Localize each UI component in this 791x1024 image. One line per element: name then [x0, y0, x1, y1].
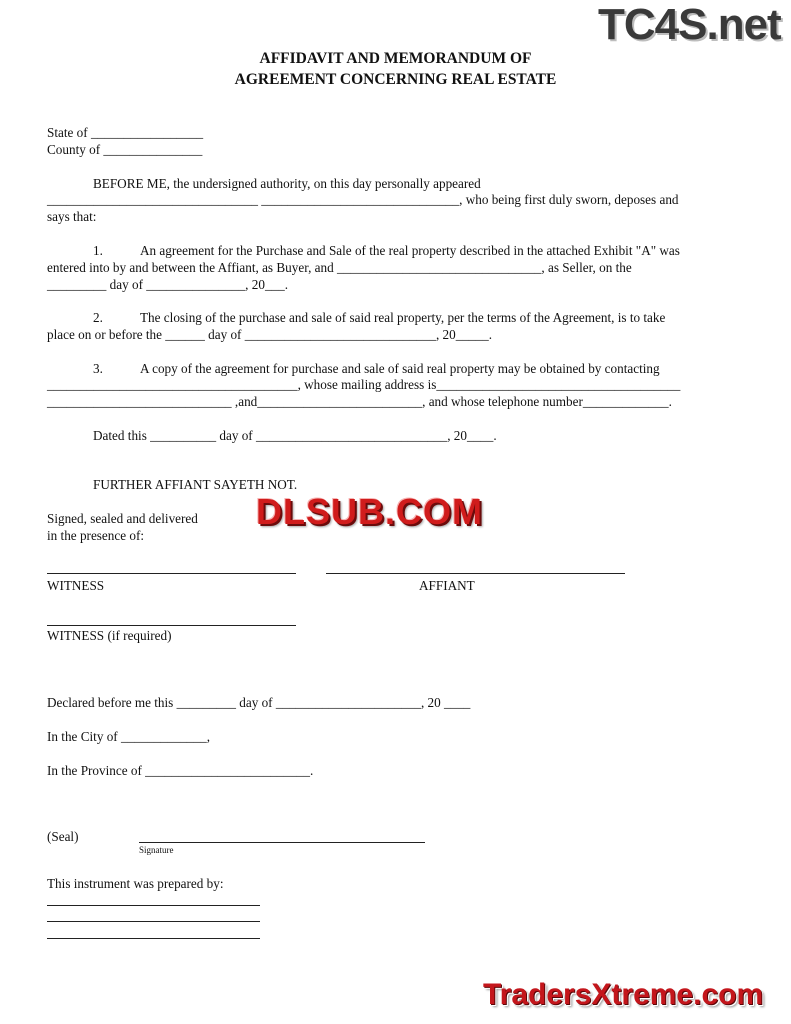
watermark-tradersxtreme: TradersXtreme.com — [483, 978, 764, 1011]
document-title-line2: AGREEMENT CONCERNING REAL ESTATE — [234, 71, 557, 88]
declared-line: Declared before me this _________ day of ______________________, 20 ____ — [47, 695, 471, 710]
intro-line-1: BEFORE ME, the undersigned authority, on this day personally appeared — [93, 176, 481, 191]
watermark-tc4s: TC4S.net — [598, 0, 781, 49]
item-2-line-1: The closing of the purchase and sale of said real property, per the terms of the Agreement, is to take — [140, 310, 666, 325]
item-2-line-2: place on or before the ______ day of _____________________________, 20_____. — [47, 327, 493, 342]
item-3-number: 3. — [93, 361, 103, 376]
affiant-signature-line — [326, 573, 625, 574]
affiant-label: AFFIANT — [419, 578, 475, 593]
prepared-by-label: This instrument was prepared by: — [47, 876, 224, 891]
prepared-by-line-3 — [47, 938, 260, 939]
item-1-line-1: An agreement for the Purchase and Sale of the real property described in the attached Exhibit "A" was — [140, 243, 680, 258]
item-3-line-2: ______________________________________, whose mailing address is_____________________________________ — [47, 377, 681, 392]
prepared-by-line-1 — [47, 905, 260, 906]
watermark-dlsub: DLSUB.COM — [256, 491, 483, 532]
item-3-line-3: ____________________________ ,and_________________________, and whose telephone number_____________. — [47, 394, 672, 409]
document-title-line1: AFFIDAVIT AND MEMORANDUM OF — [259, 50, 532, 67]
signed-line-2: in the presence of: — [47, 528, 145, 543]
province-line: In the Province of _________________________. — [47, 763, 314, 778]
witness-signature-line — [47, 573, 296, 574]
dated-line: Dated this __________ day of _____________________________, 20____. — [93, 428, 497, 443]
county-line: County of _______________ — [47, 142, 203, 157]
notary-signature-line — [139, 842, 425, 843]
witness-required-label: WITNESS (if required) — [47, 628, 172, 643]
state-line: State of _________________ — [47, 125, 204, 140]
witness-2-signature-line — [47, 625, 296, 626]
item-1-line-2: entered into by and between the Affiant, as Buyer, and _______________________________, as Seller, on the — [47, 260, 632, 275]
prepared-by-line-2 — [47, 921, 260, 922]
item-2-number: 2. — [93, 310, 103, 325]
intro-line-3: says that: — [47, 209, 97, 224]
item-1-line-3: _________ day of _______________, 20___. — [47, 277, 289, 292]
further-affiant-line: FURTHER AFFIANT SAYETH NOT. — [93, 477, 298, 492]
seal-label: (Seal) — [47, 829, 79, 844]
item-3-line-1: A copy of the agreement for purchase and sale of said real property may be obtained by contacting — [140, 361, 660, 376]
city-line: In the City of _____________, — [47, 729, 211, 744]
signature-caption: Signature — [139, 845, 174, 855]
item-1-number: 1. — [93, 243, 103, 258]
signed-line-1: Signed, sealed and delivered — [47, 511, 198, 526]
witness-label: WITNESS — [47, 578, 105, 593]
intro-line-2: ________________________________ ______________________________, who being first duly sworn, deposes and — [47, 192, 679, 207]
